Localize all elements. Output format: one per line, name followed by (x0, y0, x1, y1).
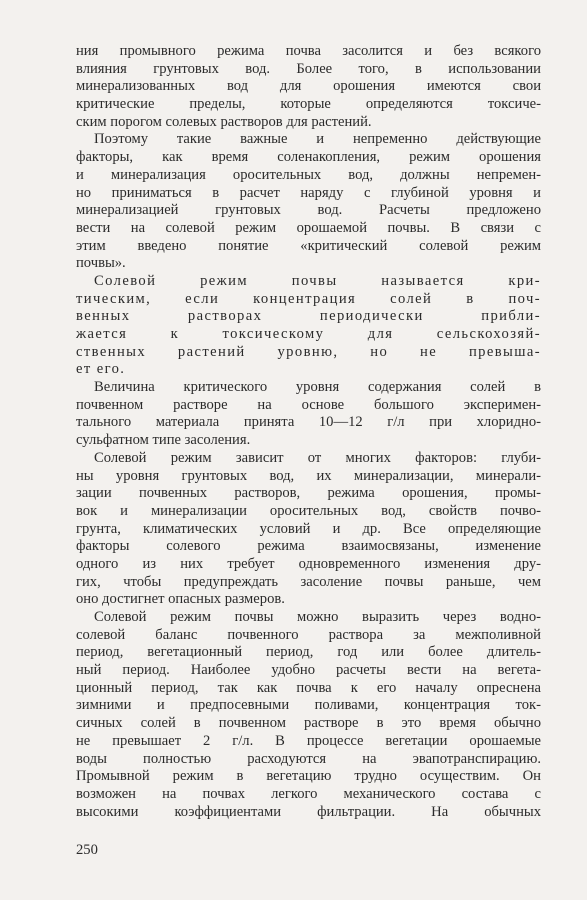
text-line: жается к токсическому для сельскохозяй- (76, 326, 541, 342)
text-line: ционный период, так как почва к его началу опреснена (76, 679, 541, 696)
text-line: тального материала принята 10—12 г/л при хлоридно- (76, 414, 541, 431)
text-line: сульфатном типе засоления. (76, 432, 251, 449)
text-line: Промывной режим в вегетацию трудно осуществим. Он (76, 768, 541, 785)
text-line: ственных растений уровню, но не превыша- (76, 343, 541, 360)
text-line: период, вегетационный период, год или более длитель- (76, 644, 541, 661)
text-line: но приниматься в расчет наряду с глубиной уровня и (76, 184, 541, 201)
text-line: влияния грунтовых вод. Более того, в использовании (76, 60, 541, 77)
text-line: зимними и предпосевными поливами, концентрация ток- (76, 697, 541, 714)
text-line: Солевой режим почвы называется кри- (94, 272, 541, 289)
text-line: почвы». (76, 255, 126, 272)
text-line: факторы, как время соленакопления, режим орошения (76, 149, 541, 166)
text-line: факторы солевого режима взаимосвязаны, изменение (76, 538, 541, 555)
text-line: этим введено понятие «критический солевой режим (76, 237, 541, 254)
page-number: 250 (76, 842, 98, 858)
text-line: одного из них требует одновременного изменения дру- (76, 555, 541, 572)
text-line: солевой баланс почвенного раствора за межполивной (76, 626, 541, 643)
text-line: ским порогом солевых растворов для растений. (76, 113, 372, 130)
text-line: венных растворах периодически прибли- (76, 308, 541, 325)
text-line: зации почвенных растворов, режима орошения, промы- (76, 485, 541, 502)
text-line: почвенном растворе на основе большого эксперимен- (76, 396, 541, 413)
text-line: и минерализация оросительных вод, должны непремен- (76, 166, 541, 183)
text-line: сичных солей в почвенном растворе в это время обычно (76, 715, 541, 732)
text-line: воды полностью расходуются на эвапотранспирацию. (76, 750, 541, 767)
text-line: ный период. Наиболее удобно расчеты вести на вегета- (76, 662, 541, 679)
text-line: ны уровня грунтовых вод, их минерализации, минерали- (76, 467, 541, 484)
text-line: высокими коэффициентами фильтрации. На обычных (76, 803, 541, 820)
text-line: грунта, климатических условий и др. Все определяющие (76, 520, 541, 537)
text-line: вок и минерализации оросительных вод, свойств почво- (76, 502, 541, 519)
body-text (76, 43, 541, 821)
text-line: Солевой режим почвы можно выразить через водно- (94, 609, 541, 625)
text-line: тическим, если концентрация солей в поч- (76, 290, 541, 307)
text-line: не превышает 2 г/л. В процессе вегетации орошаемые (76, 732, 541, 749)
text-line: оно достигнет опасных размеров. (76, 591, 285, 608)
text-line: ет его. (76, 361, 126, 378)
text-line: минерализованных вод для орошения имеются свои (76, 78, 541, 95)
text-line: ния промывного режима почва засолится и без всякого (76, 43, 541, 59)
text-line: критические пределы, которые определяются токсиче- (76, 96, 541, 113)
text-line: гих, чтобы предупреждать засоление почвы раньше, чем (76, 573, 541, 590)
text-line: вести на солевой режим орошаемой почвы. В связи с (76, 219, 541, 236)
text-line: возможен на почвах легкого механического состава с (76, 785, 541, 802)
text-line: минерализацией грунтовых вод. Расчеты предложено (76, 202, 541, 219)
text-line: Поэтому такие важные и непременно действующие (94, 131, 541, 148)
text-line: Величина критического уровня содержания солей в (94, 379, 541, 396)
text-line: Солевой режим зависит от многих факторов: глуби- (94, 449, 541, 466)
